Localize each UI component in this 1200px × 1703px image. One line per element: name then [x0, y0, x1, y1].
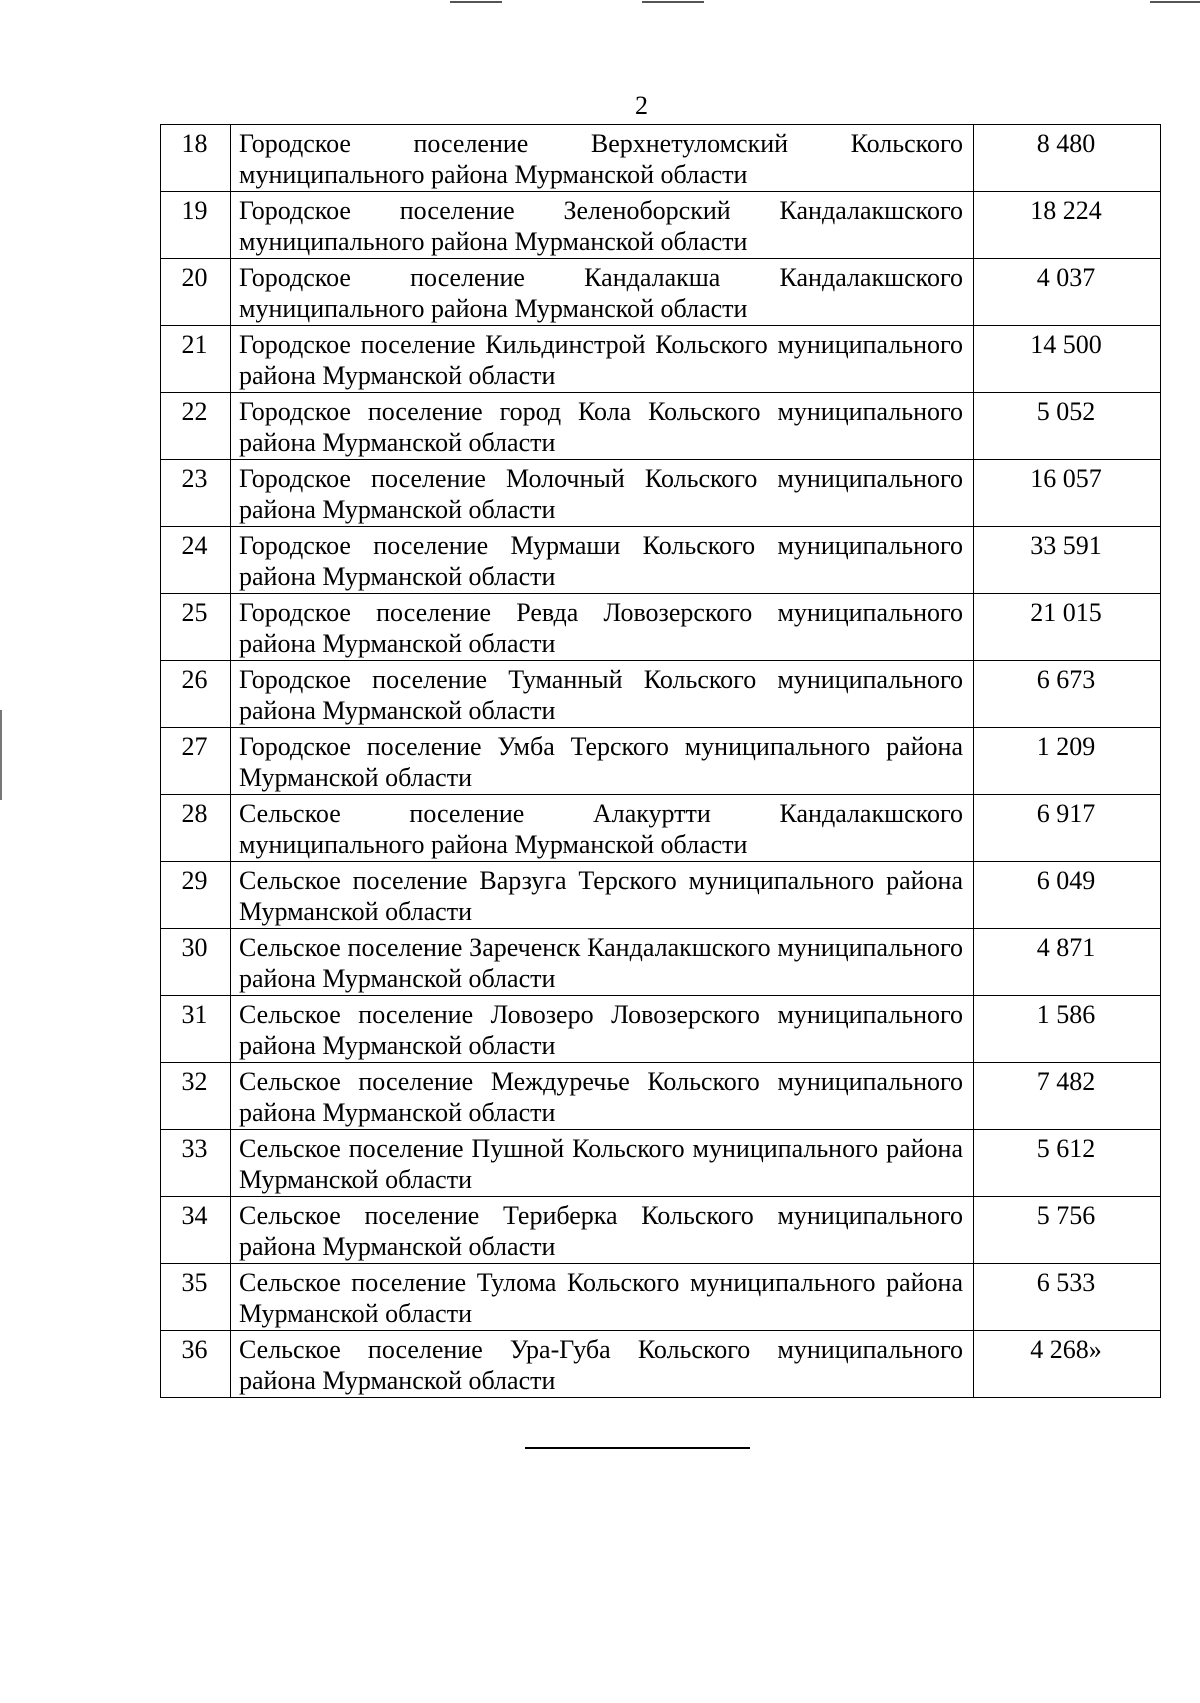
table-row [161, 594, 1161, 661]
table-row [161, 1130, 1161, 1197]
row-number: 30 [161, 929, 231, 996]
allocation-table-body [161, 125, 1161, 1398]
settlement-name: Городское поселение Мурмаши Кольского муниципального района Мурманской области [231, 527, 974, 594]
row-number: 34 [161, 1197, 231, 1264]
row-number: 20 [161, 259, 231, 326]
table-row [161, 795, 1161, 862]
row-number: 35 [161, 1264, 231, 1331]
allocation-value: 4 037 [974, 259, 1161, 326]
table-row [161, 125, 1161, 192]
allocation-value: 4 268» [974, 1331, 1161, 1398]
table-row [161, 1063, 1161, 1130]
settlement-name: Сельское поселение Междуречье Кольского муниципального района Мурманской области [231, 1063, 974, 1130]
settlement-name: Городское поселение Ревда Ловозерского муниципального района Мурманской области [231, 594, 974, 661]
settlement-name: Городское поселение Верхнетуломский Кольского муниципального района Мурманской области [231, 125, 974, 192]
allocation-value: 4 871 [974, 929, 1161, 996]
settlement-name: Сельское поселение Пушной Кольского муниципального района Мурманской области [231, 1130, 974, 1197]
allocation-value: 18 224 [974, 192, 1161, 259]
table-row [161, 862, 1161, 929]
row-number: 36 [161, 1331, 231, 1398]
allocation-table [160, 124, 1161, 1398]
row-number: 25 [161, 594, 231, 661]
row-number: 32 [161, 1063, 231, 1130]
settlement-name: Сельское поселение Ура-Губа Кольского муниципального района Мурманской области [231, 1331, 974, 1398]
table-row [161, 728, 1161, 795]
allocation-value: 16 057 [974, 460, 1161, 527]
settlement-name: Городское поселение Зеленоборский Кандалакшского муниципального района Мурманской области [231, 192, 974, 259]
allocation-value: 7 482 [974, 1063, 1161, 1130]
allocation-value: 1 209 [974, 728, 1161, 795]
settlement-name: Городское поселение Умба Терского муниципального района Мурманской области [231, 728, 974, 795]
settlement-name: Городское поселение Туманный Кольского муниципального района Мурманской области [231, 661, 974, 728]
allocation-value: 5 756 [974, 1197, 1161, 1264]
row-number: 28 [161, 795, 231, 862]
row-number: 24 [161, 527, 231, 594]
settlement-name: Сельское поселение Тулома Кольского муниципального района Мурманской области [231, 1264, 974, 1331]
allocation-value: 6 673 [974, 661, 1161, 728]
table-row [161, 1264, 1161, 1331]
table-row [161, 1331, 1161, 1398]
table-row [161, 527, 1161, 594]
settlement-name: Городское поселение Молочный Кольского муниципального района Мурманской области [231, 460, 974, 527]
allocation-value: 33 591 [974, 527, 1161, 594]
allocation-value: 6 049 [974, 862, 1161, 929]
row-number: 31 [161, 996, 231, 1063]
row-number: 23 [161, 460, 231, 527]
allocation-value: 5 052 [974, 393, 1161, 460]
table-row [161, 1197, 1161, 1264]
row-number: 27 [161, 728, 231, 795]
end-divider-line [525, 1447, 750, 1449]
table-row [161, 192, 1161, 259]
scan-top-marks [0, 0, 1200, 6]
row-number: 33 [161, 1130, 231, 1197]
settlement-name: Сельское поселение Варзуга Терского муниципального района Мурманской области [231, 862, 974, 929]
allocation-value: 21 015 [974, 594, 1161, 661]
allocation-value: 14 500 [974, 326, 1161, 393]
allocation-value: 6 917 [974, 795, 1161, 862]
row-number: 29 [161, 862, 231, 929]
row-number: 21 [161, 326, 231, 393]
row-number: 26 [161, 661, 231, 728]
settlement-name: Сельское поселение Зареченск Кандалакшского муниципального района Мурманской области [231, 929, 974, 996]
row-number: 19 [161, 192, 231, 259]
allocation-value: 8 480 [974, 125, 1161, 192]
table-row [161, 393, 1161, 460]
settlement-name: Сельское поселение Териберка Кольского муниципального района Мурманской области [231, 1197, 974, 1264]
table-row [161, 996, 1161, 1063]
table-row [161, 326, 1161, 393]
allocation-value: 5 612 [974, 1130, 1161, 1197]
settlement-name: Городское поселение Кандалакша Кандалакшского муниципального района Мурманской области [231, 259, 974, 326]
table-row [161, 460, 1161, 527]
allocation-value: 1 586 [974, 996, 1161, 1063]
row-number: 22 [161, 393, 231, 460]
settlement-name: Сельское поселение Алакуртти Кандалакшского муниципального района Мурманской области [231, 795, 974, 862]
page-number: 2 [635, 91, 648, 120]
settlement-name: Сельское поселение Ловозеро Ловозерского муниципального района Мурманской области [231, 996, 974, 1063]
settlement-name: Городское поселение Кильдинстрой Кольского муниципального района Мурманской области [231, 326, 974, 393]
table-row [161, 929, 1161, 996]
table-row [161, 661, 1161, 728]
allocation-value: 6 533 [974, 1264, 1161, 1331]
row-number: 18 [161, 125, 231, 192]
settlement-name: Городское поселение город Кола Кольского муниципального района Мурманской области [231, 393, 974, 460]
table-row [161, 259, 1161, 326]
